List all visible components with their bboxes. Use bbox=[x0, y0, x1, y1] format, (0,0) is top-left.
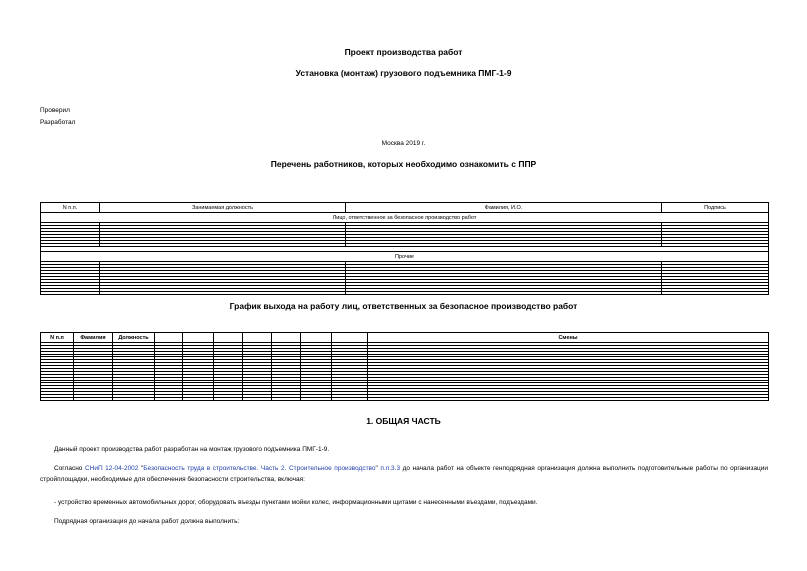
schedule-table-title: График выхода на работу лиц, ответственных за безопасное производство работ bbox=[229, 301, 578, 311]
col-name: Фамилия, И.О. bbox=[346, 203, 662, 213]
paragraph-2: Согласно СНиП 12-04-2002 "Безопасность труда в строительстве. Часть 2. Строительное производство" п.п.3.3 до начала работ на объекте генподрядная организация должна выполнить подготовительные работы по организации стройплощадки, необходимые для обеспечения безопасности строительства, включая: bbox=[40, 465, 768, 483]
section-title: 1. ОБЩАЯ ЧАСТЬ bbox=[366, 416, 441, 426]
snip-link[interactable]: СНиП 12-04-2002 bbox=[84, 465, 139, 472]
col-signature: Подпись bbox=[662, 203, 769, 213]
paragraph-1: Данный проект производства работ разработан на монтаж грузового подъемника ПМГ-1-9. bbox=[54, 446, 330, 453]
checked-label: Проверил bbox=[40, 107, 70, 114]
snip-title-link[interactable]: Безопасность труда в строительстве. Часть 2. Строительное производство bbox=[143, 465, 376, 472]
col-sched-position: Должность bbox=[113, 333, 155, 343]
workers-table-title: Перечень работников, которых необходимо ознакомить с ППР bbox=[270, 159, 537, 169]
document-title: Проект производства работ bbox=[344, 47, 463, 57]
col-shifts: Смены bbox=[368, 333, 769, 343]
col-position: Занимаемая должность bbox=[100, 203, 346, 213]
section-others: Прочие bbox=[41, 252, 769, 262]
developed-label: Разработал bbox=[40, 119, 76, 126]
col-number: N п.п. bbox=[41, 203, 100, 213]
clause-link[interactable]: п.п.3.3 bbox=[380, 465, 401, 472]
paragraph-3: - устройство временных автомобильных дорог, оборудовать въезды пунктами мойки колес, информационными щитами с нанесенными въездами, подъездами. bbox=[54, 499, 538, 506]
col-sched-number: N п.п bbox=[41, 333, 74, 343]
section-responsible: Лицо, ответственное за безопасное производство работ bbox=[41, 213, 769, 223]
schedule-table bbox=[40, 332, 769, 401]
paragraph-4: Подрядная организация до начала работ должна выполнить: bbox=[54, 518, 240, 525]
city-year: Москва 2019 г. bbox=[381, 140, 426, 147]
workers-table bbox=[40, 202, 769, 295]
col-surname: Фамилия bbox=[74, 333, 113, 343]
document-subtitle: Установка (монтаж) грузового подъемника ПМГ-1-9 bbox=[295, 68, 512, 78]
